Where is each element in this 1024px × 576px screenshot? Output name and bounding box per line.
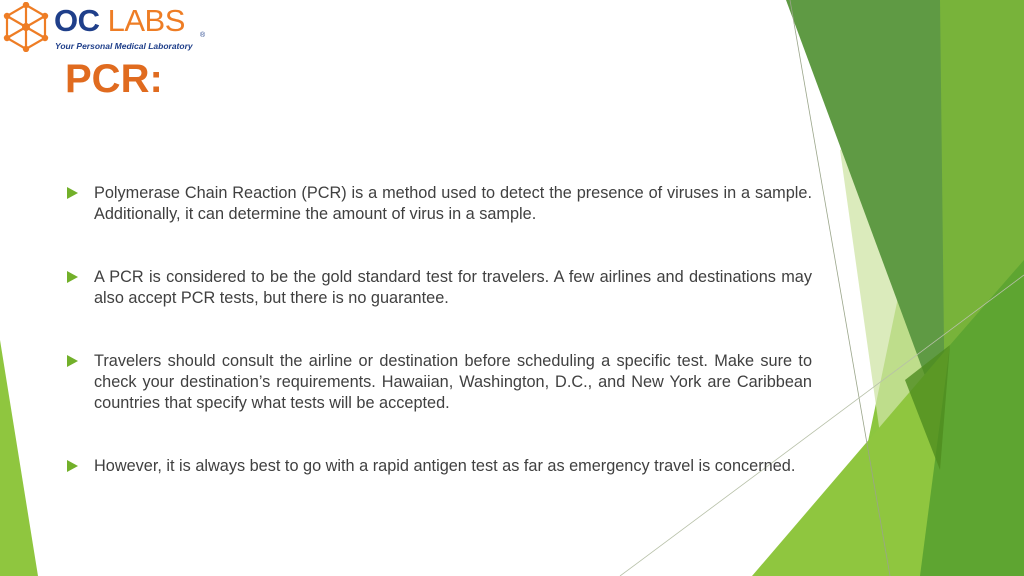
bullet-text: Travelers should consult the airline or destination before scheduling a specific test. Make sure to check your destination’s requirements. Hawaiian, Washington, D.C., and New York are Caribbean countries that specify what tests will be accepted. (94, 352, 812, 412)
bullet-item (66, 183, 812, 225)
registered-mark: ® (200, 32, 206, 39)
left-green-shape (0, 340, 38, 576)
logo-tagline: Your Personal Medical Laboratory (55, 41, 193, 51)
bullet-item (66, 456, 812, 477)
triangle-arrow-icon (67, 355, 78, 367)
bullet-item (66, 351, 812, 414)
oc-labs-logo (2, 2, 212, 54)
logo-wordmark (54, 5, 185, 37)
triangle-arrow-icon (67, 271, 78, 283)
bullet-item (66, 267, 812, 309)
triangle-arrow-icon (67, 460, 78, 472)
bullet-text: Polymerase Chain Reaction (PCR) is a method used to detect the presence of viruses in a sample. Additionally, it can determine the amount of virus in a sample. (94, 184, 812, 223)
bullet-text: However, it is always best to go with a rapid antigen test as far as emergency travel is concerned. (94, 457, 796, 475)
bullet-text: A PCR is considered to be the gold standard test for travelers. A few airlines and destinations may also accept PCR tests, but there is no guarantee. (94, 268, 812, 307)
bullet-list (66, 183, 812, 477)
logo-oc: OC (54, 3, 100, 38)
logo-labs: LABS (107, 3, 185, 38)
triangle-arrow-icon (67, 187, 78, 199)
molecule-logo-icon (2, 2, 50, 52)
slide-title: PCR: (65, 57, 163, 101)
